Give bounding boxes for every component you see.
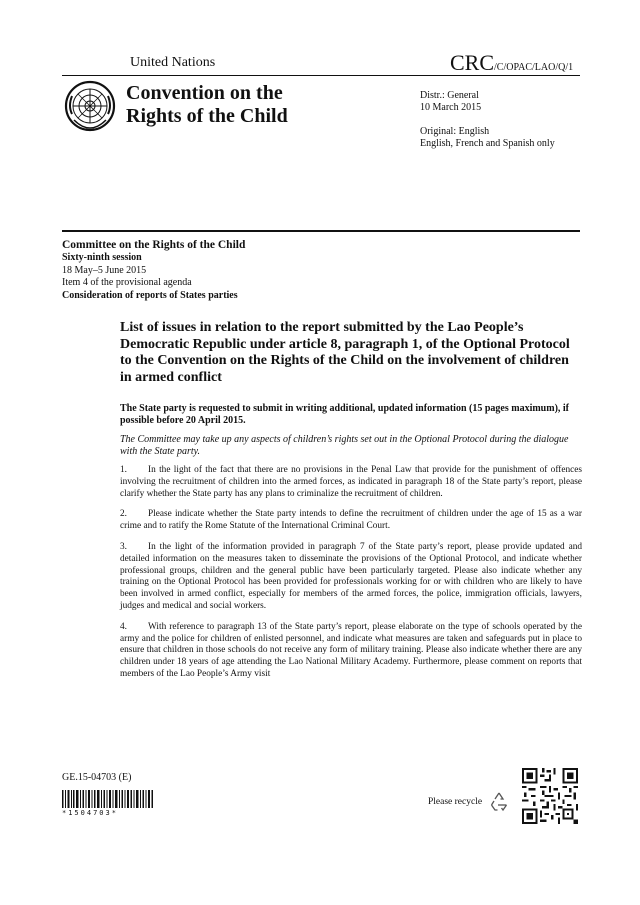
header-rule (62, 75, 580, 76)
document-date: 10 March 2015 (420, 102, 482, 113)
symbol-prefix: CRC (450, 50, 495, 75)
distribution-block (420, 90, 590, 150)
paragraph-list (120, 465, 582, 690)
title-line-1: Convention on the (126, 82, 283, 104)
paragraph-1: 1. In the light of the fact that there are no provisions in the Penal Law that provide for the punishment of offences involving the recruitment of children into the armed forces, as indicated in paragraph 18 of the State party’s report, please clarify whether the State party has any plans to criminalize the recruitment of children. (120, 465, 582, 499)
consideration-heading: Consideration of reports of States parties (62, 289, 238, 301)
committee-block (62, 238, 362, 302)
recycle-icon (488, 790, 510, 812)
request-text: The State party is requested to submit in writing additional, updated information (15 pages maximum), if possible before 20 April 2015. (120, 403, 570, 426)
available-languages: English, French and Spanish only (420, 138, 555, 149)
original-language: Original: English (420, 126, 490, 137)
committee-note: The Committee may take up any aspects of children’s rights set out in the Optional Protocol during the dialogue with the State party. (120, 434, 569, 457)
committee-name: Committee on the Rights of the Child (62, 239, 246, 251)
qr-code-icon (522, 768, 578, 824)
session-dates: 18 May–5 June 2015 (62, 264, 147, 276)
symbol-suffix: /C/OPAC/LAO/Q/1 (494, 62, 574, 73)
paragraph-4: 4. With reference to paragraph 13 of the State party’s report, please elaborate on the type of schools operated by the army and the police for children of enlisted personnel, and indicate what measures are taken and safeguards put in place to ensure that children in those schools do not receive any form of military training. Please also indicate whether there are any children under 18 years of age attending the Lao National Military Academy. Furthermore, please comment on reports that members of the Lao People’s Army visit (120, 621, 582, 679)
org-name: United Nations (130, 55, 216, 70)
agenda-item: Item 4 of the provisional agenda (62, 277, 192, 288)
ge-number: GE.15-04703 (E) (62, 772, 132, 783)
section-rule (62, 230, 580, 232)
convention-title (126, 82, 396, 128)
document-symbol (450, 50, 573, 76)
barcode-number: *1504703* (62, 809, 118, 817)
recycle-label: Please recycle (428, 797, 483, 807)
paragraph-2: 2. Please indicate whether the State party intends to define the recruitment of children under the age of 15 as a war crime and to ratify the Rome Statute of the International Criminal Court. (120, 509, 582, 532)
distribution-label: Distr.: General (420, 90, 479, 101)
session-name: Sixty-ninth session (62, 252, 142, 263)
paragraph-3: 3. In the light of the information provided in paragraph 7 of the State party’s report, please provide updated and detailed information on the measures taken to disseminate the provisions of the Optional Protocol, and indicate whether professional groups, children and the general public have been particularly targeted. Please also indicate whether any training on the Optional Protocol has been provided for professionals working for or with children who are likely to have been involved in armed conflict, especially for members of the armed forces, the police, immigration officials, lawyers, judges and medical and social workers. (120, 541, 582, 611)
title-line-2: Rights of the Child (126, 105, 288, 127)
un-emblem-icon (64, 80, 116, 132)
barcode-icon (62, 790, 154, 808)
document-title: List of issues in relation to the report submitted by the Lao People’s Democratic Republic under article 8, paragraph 1, of the Optional Protocol to the Convention on the Rights of the Child on the involvement of children in armed conflict (120, 320, 570, 385)
